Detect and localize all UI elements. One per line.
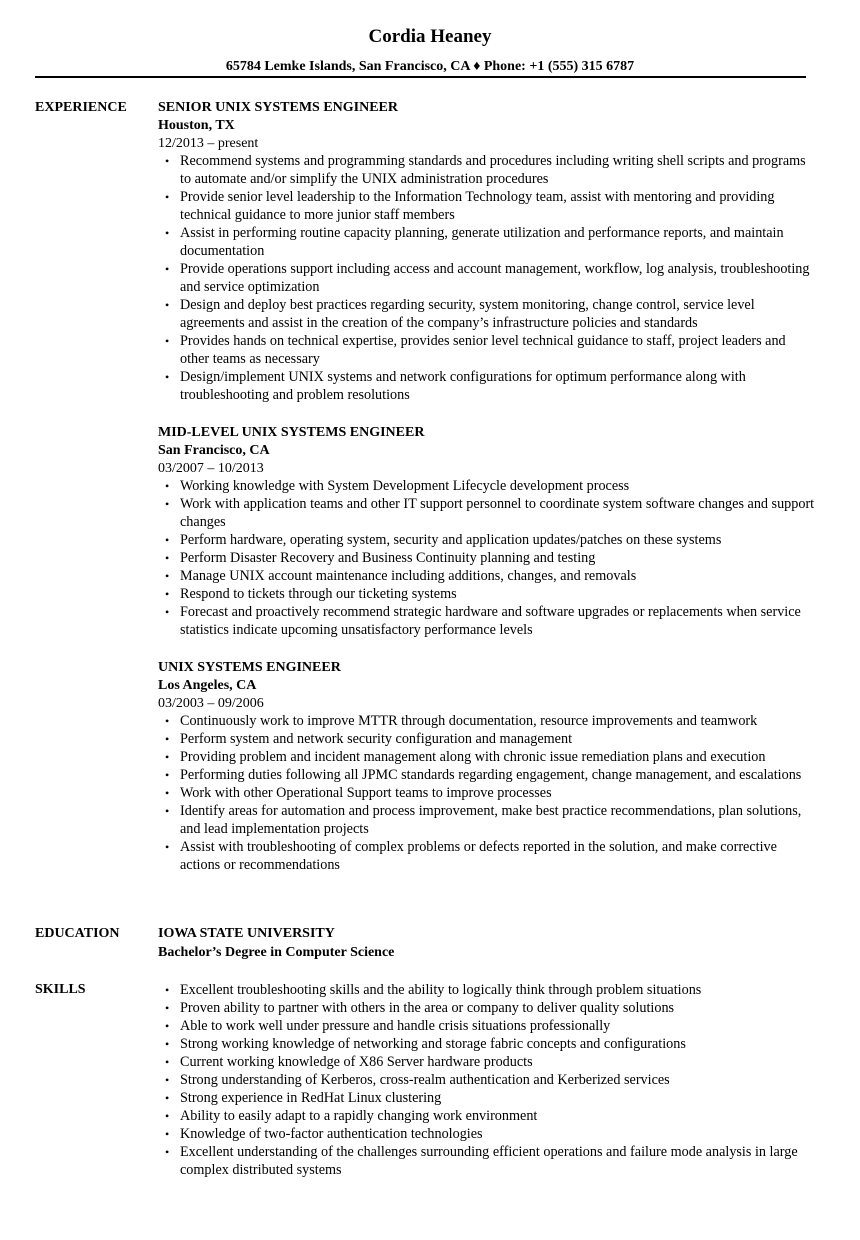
job-dates: 03/2003 – 09/2006 <box>158 696 264 711</box>
bullet-item: • Strong experience in RedHat Linux clustering <box>158 1089 818 1107</box>
resume-header <box>0 26 860 75</box>
bullet-item: • Providing problem and incident management along with chronic issue remediation plans and execution <box>158 748 818 766</box>
section-label-experience: EXPERIENCE <box>35 100 127 115</box>
bullet-item: • Perform hardware, operating system, security and application updates/patches on these systems <box>158 531 818 549</box>
bullet-item: • Ability to easily adapt to a rapidly changing work environment <box>158 1107 818 1125</box>
job-location: Los Angeles, CA <box>158 678 257 693</box>
bullet-item: • Continuously work to improve MTTR through documentation, resource improvements and teamwork <box>158 712 818 730</box>
bullet-item: • Manage UNIX account maintenance including additions, changes, and removals <box>158 567 818 585</box>
bullet-item: • Excellent troubleshooting skills and the ability to logically think through problem situations <box>158 981 818 999</box>
job-title: MID-LEVEL UNIX SYSTEMS ENGINEER <box>158 425 425 440</box>
bullet-item: • Recommend systems and programming standards and procedures including writing shell scripts and programs to automate and/or simplify the UNIX administration procedures <box>158 152 818 188</box>
bullet-item: • Work with application teams and other IT support personnel to coordinate system software changes and support changes <box>158 495 818 531</box>
job-title: SENIOR UNIX SYSTEMS ENGINEER <box>158 100 399 115</box>
bullet-item: • Respond to tickets through our ticketing systems <box>158 585 818 603</box>
job-location: Houston, TX <box>158 118 235 133</box>
bullet-item: • Strong working knowledge of networking and storage fabric concepts and configurations <box>158 1035 818 1053</box>
bullet-item: • Working knowledge with System Development Lifecycle development process <box>158 477 818 495</box>
bullet-item: • Provides hands on technical expertise, provides senior level technical guidance to staff, project leaders and other teams as necessary <box>158 332 818 368</box>
header-divider <box>35 76 806 78</box>
bullet-item: • Proven ability to partner with others in the area or company to deliver quality solutions <box>158 999 818 1017</box>
job-location: San Francisco, CA <box>158 443 270 458</box>
bullet-item: • Assist with troubleshooting of complex problems or defects reported in the solution, and make corrective actions or recommendations <box>158 838 818 874</box>
bullet-item: • Work with other Operational Support teams to improve processes <box>158 784 818 802</box>
bullet-item: • Able to work well under pressure and handle crisis situations professionally <box>158 1017 818 1035</box>
bullet-item: • Performing duties following all JPMC standards regarding engagement, change management, and escalations <box>158 766 818 784</box>
experience-list <box>158 99 818 894</box>
job-bullets <box>158 712 818 874</box>
section-label-education: EDUCATION <box>35 926 120 941</box>
job-dates: 12/2013 – present <box>158 136 259 151</box>
bullet-item: • Provide senior level leadership to the Information Technology team, assist with mentoring and providing technical guidance to more junior staff members <box>158 188 818 224</box>
bullet-item: • Current working knowledge of X86 Server hardware products <box>158 1053 818 1071</box>
school-name: IOWA STATE UNIVERSITY <box>158 926 335 941</box>
bullet-item: • Provide operations support including access and account management, workflow, log analysis, troubleshooting and service optimization <box>158 260 818 296</box>
section-label-skills: SKILLS <box>35 982 86 997</box>
degree: Bachelor’s Degree in Computer Science <box>158 945 395 960</box>
job-title: UNIX SYSTEMS ENGINEER <box>158 660 341 675</box>
candidate-name: Cordia Heaney <box>368 26 492 47</box>
education-body <box>158 925 818 963</box>
job-entry <box>158 659 818 874</box>
bullet-item: • Assist in performing routine capacity planning, generate utilization and performance reports, and maintain documentation <box>158 224 818 260</box>
bullet-item: • Forecast and proactively recommend strategic hardware and software upgrades or replacements when service statistics indicate upcoming unsatisfactory performance levels <box>158 603 818 639</box>
skills-body <box>158 981 818 1179</box>
skills-list <box>158 981 818 1179</box>
job-dates: 03/2007 – 10/2013 <box>158 461 264 476</box>
bullet-item: • Perform system and network security configuration and management <box>158 730 818 748</box>
bullet-item: • Excellent understanding of the challenges surrounding efficient operations and failure mode analysis in large complex distributed systems <box>158 1143 818 1179</box>
job-entry <box>158 424 818 639</box>
contact-line: 65784 Lemke Islands, San Francisco, CA ♦ Phone: +1 (555) 315 6787 <box>225 59 635 74</box>
bullet-item: • Knowledge of two-factor authentication technologies <box>158 1125 818 1143</box>
bullet-item: • Design/implement UNIX systems and network configurations for optimum performance along with troubleshooting and problem resolutions <box>158 368 818 404</box>
bullet-item: • Strong understanding of Kerberos, cross-realm authentication and Kerberized services <box>158 1071 818 1089</box>
job-bullets <box>158 477 818 639</box>
job-bullets <box>158 152 818 404</box>
bullet-item: • Identify areas for automation and process improvement, make best practice recommendations, plan solutions, and lead implementation projects <box>158 802 818 838</box>
bullet-item: • Perform Disaster Recovery and Business Continuity planning and testing <box>158 549 818 567</box>
job-entry <box>158 99 818 404</box>
bullet-item: • Design and deploy best practices regarding security, system monitoring, change control, service level agreements and assist in the creation of the company’s infrastructure policies and standards <box>158 296 818 332</box>
